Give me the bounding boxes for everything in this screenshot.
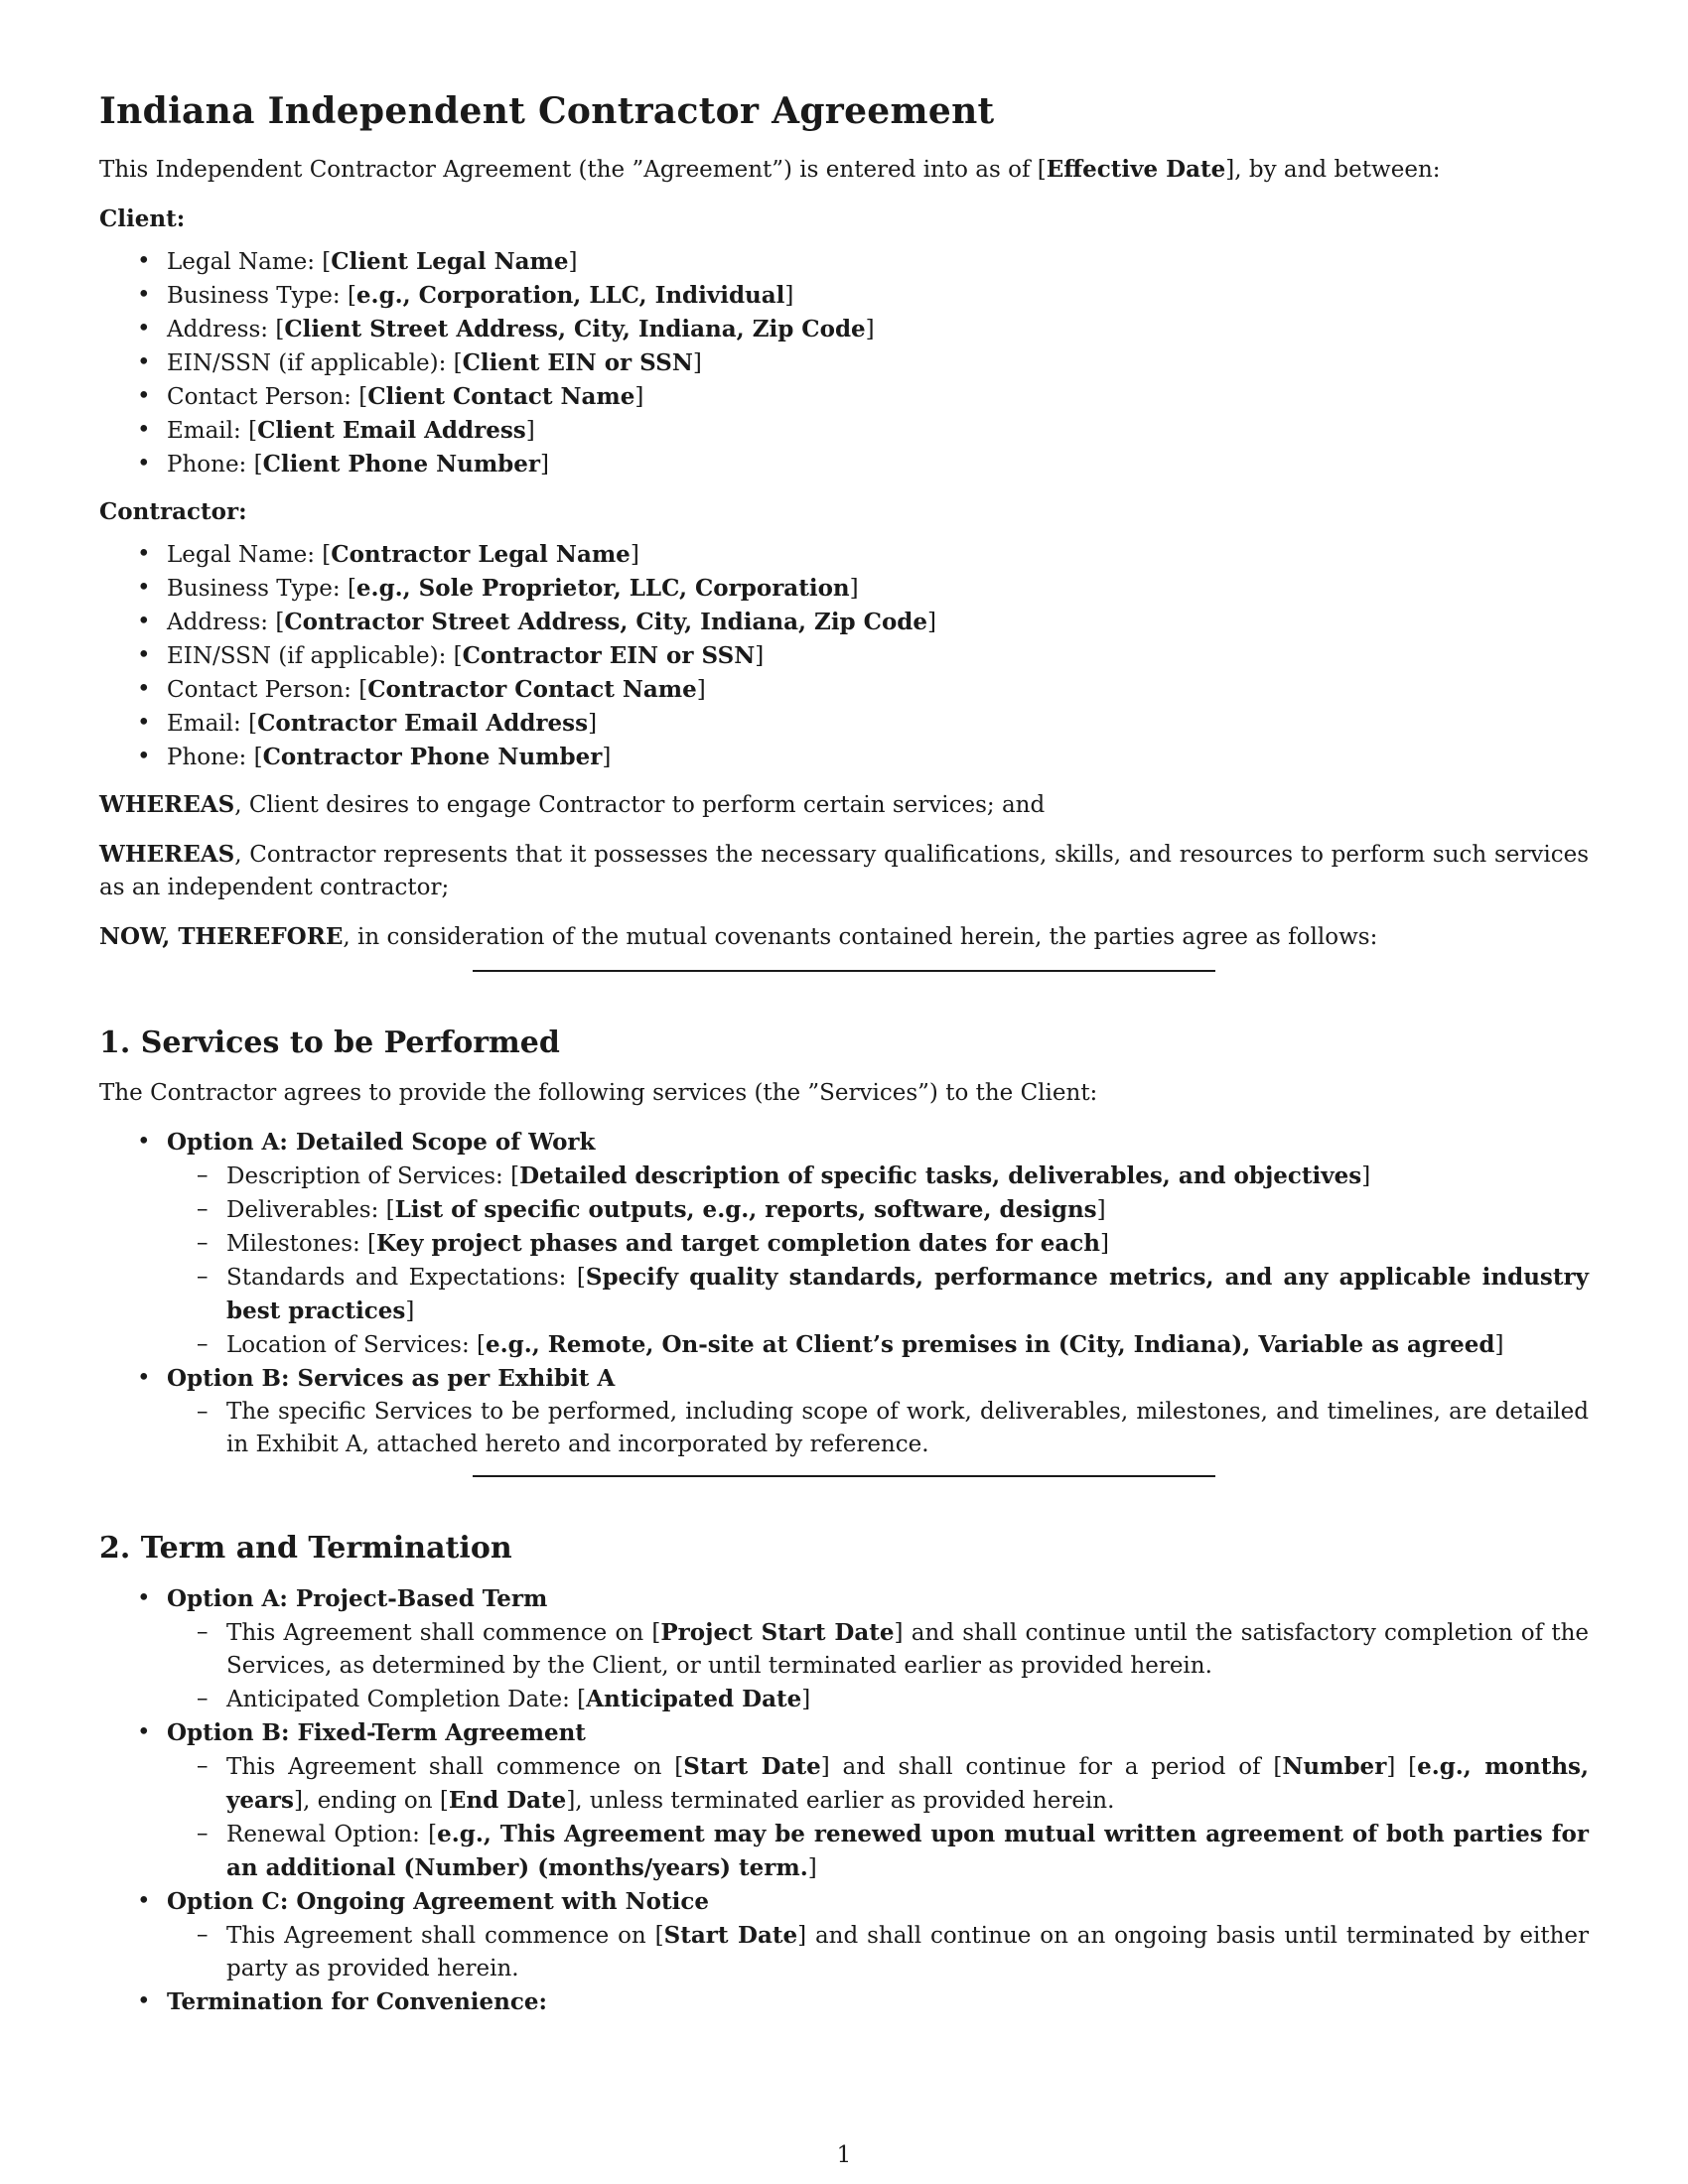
option-a-term-items <box>167 1616 1589 1716</box>
option-a-items <box>167 1160 1589 1362</box>
page-number: 1 <box>836 2142 852 2168</box>
ongoing-clause: – This Agreement shall commence on [Start Date] and shall continue on an ongoing basis until terminated by either party as provided herein. <box>226 1919 1589 1985</box>
client-contact-person: • Contact Person: [Client Contact Name] <box>167 380 1589 414</box>
client-phone: • Phone: [Client Phone Number] <box>167 448 1589 481</box>
option-a-scope: • Option A: Detailed Scope of Work – Description of Services: [Detailed description of specific tasks, deliverables, and objectives] – Deliverables: [List of specific outputs, e.g., reports, software, designs] – Milestones: [Key project phases and target completion dates for each] – Standards and Expectations: [Specify quality standards, performance metrics, and any applicable industry best practices] – Location of Services: [e.g., Remote, On-site at Client’s premises in (City, Indiana), Variable as agreed] <box>167 1126 1589 1362</box>
anticipated-completion: – Anticipated Completion Date: [Anticipated Date] <box>226 1683 1589 1716</box>
contractor-details-list <box>99 538 1589 774</box>
exhibit-a-reference: – The specific Services to be performed, including scope of work, deliverables, milestones, and timelines, are detailed in Exhibit A, attached hereto and incorporated by reference. <box>226 1396 1589 1461</box>
contractor-business-type: • Business Type: [e.g., Sole Proprietor, LLC, Corporation] <box>167 572 1589 606</box>
renewal-option: – Renewal Option: [e.g., This Agreement may be renewed upon mutual written agreement of both parties for an additional (Number) (months/years) term.] <box>226 1818 1589 1885</box>
client-label: Client: <box>99 205 186 232</box>
option-a-project-term: • Option A: Project-Based Term – This Agreement shall commence on [Project Start Date] and shall continue until the satisfactory completion of the Services, as determined by the Client, or until terminated earlier as provided herein. – Anticipated Completion Date: [Anticipated Date] <box>167 1582 1589 1716</box>
option-b-fixed-term: • Option B: Fixed-Term Agreement – This Agreement shall commence on [Start Date] and shall continue for a period of [Number] [e.g., months, years], ending on [End Date], unless terminated earlier as provided herein. – Renewal Option: [e.g., This Agreement may be renewed upon mutual written agreement of both parties for an additional (Number) (months/years) term.] <box>167 1716 1589 1885</box>
fixed-term-clause: – This Agreement shall commence on [Start Date] and shall continue for a period of [Number] [e.g., months, years], ending on [End Date], unless terminated earlier as provided herein. <box>226 1750 1589 1818</box>
project-start-clause: – This Agreement shall commence on [Project Start Date] and shall continue until the satisfactory completion of the Services, as determined by the Client, or until terminated earlier as provided herein. <box>226 1616 1589 1683</box>
document-page <box>99 87 1589 2033</box>
termination-for-convenience: • Termination for Convenience: <box>167 1985 1589 2019</box>
section-2-heading: 2. Term and Termination <box>99 1531 512 1566</box>
client-business-type: • Business Type: [e.g., Corporation, LLC, Individual] <box>167 279 1589 313</box>
option-b-exhibit: • Option B: Services as per Exhibit A – The specific Services to be performed, including scope of work, deliverables, milestones, and timelines, are detailed in Exhibit A, attached hereto and incorporated by reference. <box>167 1362 1589 1461</box>
client-legal-name: • Legal Name: [Client Legal Name] <box>167 245 1589 279</box>
deliverables: – Deliverables: [List of specific outputs, e.g., reports, software, designs] <box>226 1193 1589 1227</box>
whereas-clause-2: WHEREAS, Contractor represents that it possesses the necessary qualifications, skills, and resources to perform such services as an independent contractor; <box>99 841 1589 900</box>
description-of-services: – Description of Services: [Detailed description of specific tasks, deliverables, and objectives] <box>226 1160 1589 1193</box>
contractor-phone: • Phone: [Contractor Phone Number] <box>167 741 1589 774</box>
section-2-options <box>99 1582 1589 2019</box>
contractor-label: Contractor: <box>99 498 247 525</box>
standards-and-expectations: – Standards and Expectations: [Specify quality standards, performance metrics, and any applicable industry best practices] <box>226 1261 1589 1328</box>
option-b-term-items <box>167 1750 1589 1885</box>
option-b-items <box>167 1396 1589 1461</box>
option-c-ongoing: • Option C: Ongoing Agreement with Notice – This Agreement shall commence on [Start Date] and shall continue on an ongoing basis until terminated by either party as provided herein. <box>167 1885 1589 1985</box>
client-ein-ssn: • EIN/SSN (if applicable): [Client EIN or SSN] <box>167 346 1589 380</box>
section-1-heading: 1. Services to be Performed <box>99 1025 560 1060</box>
now-therefore-clause: NOW, THEREFORE, in consideration of the mutual covenants contained herein, the parties agree as follows: <box>99 923 1378 950</box>
section-1-intro: The Contractor agrees to provide the following services (the ”Services”) to the Client: <box>99 1080 1098 1106</box>
section-divider <box>473 970 1215 972</box>
location-of-services: – Location of Services: [e.g., Remote, On-site at Client’s premises in (City, Indiana), Variable as agreed] <box>226 1328 1589 1362</box>
intro-paragraph: This Independent Contractor Agreement (the ”Agreement”) is entered into as of [Effective Date], by and between: <box>99 156 1441 183</box>
milestones: – Milestones: [Key project phases and target completion dates for each] <box>226 1227 1589 1261</box>
document-title: Indiana Independent Contractor Agreement <box>99 90 995 132</box>
client-details-list <box>99 245 1589 481</box>
option-c-term-items <box>167 1919 1589 1985</box>
contractor-contact-person: • Contact Person: [Contractor Contact Name] <box>167 673 1589 707</box>
section-1-options <box>99 1126 1589 1461</box>
contractor-legal-name: • Legal Name: [Contractor Legal Name] <box>167 538 1589 572</box>
contractor-email: • Email: [Contractor Email Address] <box>167 707 1589 741</box>
section-divider <box>473 1475 1215 1477</box>
contractor-address: • Address: [Contractor Street Address, City, Indiana, Zip Code] <box>167 606 1589 639</box>
client-email: • Email: [Client Email Address] <box>167 414 1589 448</box>
contractor-ein-ssn: • EIN/SSN (if applicable): [Contractor EIN or SSN] <box>167 639 1589 673</box>
client-address: • Address: [Client Street Address, City, Indiana, Zip Code] <box>167 313 1589 346</box>
whereas-clause-1: WHEREAS, Client desires to engage Contractor to perform certain services; and <box>99 791 1046 818</box>
effective-date-field: Effective Date <box>1046 156 1226 183</box>
